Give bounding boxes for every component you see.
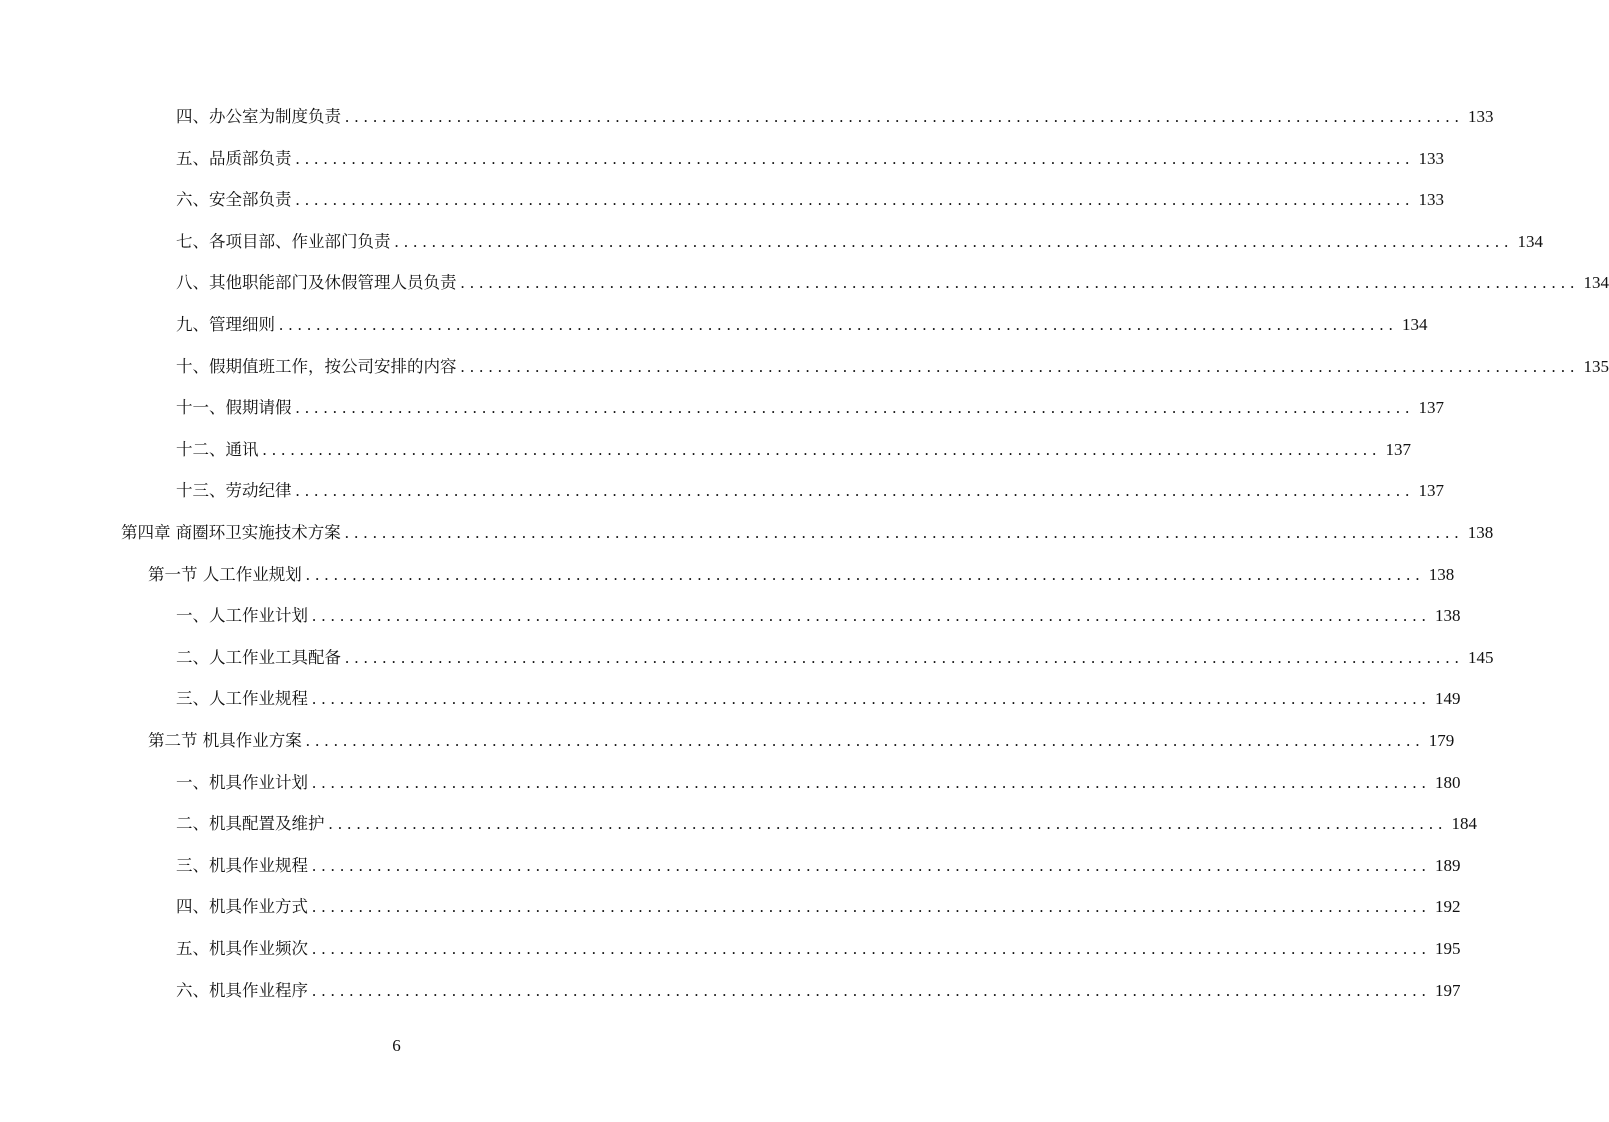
toc-entry-title: 十三、劳动纪律: [176, 481, 292, 501]
dot-leader: ........................................................................................................................: [262, 439, 1382, 459]
toc-entry-page: 138: [1428, 564, 1455, 584]
toc-entry-title: 十一、假期请假: [176, 398, 292, 418]
dot-leader: ........................................................................................................................: [295, 190, 1415, 210]
toc-entry-title: 八、其他职能部门及休假管理人员负责: [176, 273, 457, 293]
toc-entry[interactable]: [176, 96, 1494, 138]
toc-entry-page: 133: [1418, 190, 1444, 210]
toc-entry-page: 135: [1583, 356, 1609, 376]
toc-entry-title: 九、管理细则: [176, 315, 275, 334]
dot-leader: ........................................................................................................................: [345, 647, 1464, 667]
dot-leader: ........................................................................................................................: [460, 356, 1580, 376]
toc-entry-title: 二、人工作业工具配备: [176, 647, 341, 667]
toc-entry-title: 二、机具配置及维护: [176, 814, 325, 834]
dot-leader: ........................................................................................................................: [312, 772, 1431, 792]
toc-entry[interactable]: [176, 803, 1477, 845]
toc-entry-title: 三、机具作业规程: [176, 855, 308, 875]
dot-leader: ........................................................................................................................: [312, 897, 1431, 917]
dot-leader: ........................................................................................................................: [312, 980, 1431, 1000]
toc-entry-page: 145: [1468, 647, 1494, 667]
toc-entry-title: 五、机具作业频次: [176, 939, 308, 958]
toc-entry-title: 十、假期值班工作，按公司安排的内容: [176, 356, 457, 376]
dot-leader: ........................................................................................................................: [295, 148, 1415, 168]
toc-entry[interactable]: [121, 512, 1494, 554]
toc-entry-page: 134: [1402, 315, 1428, 334]
toc-entry[interactable]: [176, 845, 1461, 887]
toc-entry-title: 四、办公室为制度负责: [176, 107, 341, 126]
toc-entry-page: 195: [1435, 939, 1461, 958]
toc-entry[interactable]: [176, 595, 1461, 637]
toc-entry[interactable]: [176, 678, 1461, 720]
dot-leader: ........................................................................................................................: [345, 107, 1464, 126]
toc-entry[interactable]: [176, 179, 1444, 221]
dot-leader: ........................................................................................................................: [460, 273, 1580, 293]
toc-entry[interactable]: [176, 637, 1494, 679]
toc-entry-page: 133: [1418, 148, 1444, 168]
dot-leader: ........................................................................................................................: [344, 523, 1464, 542]
dot-leader: ........................................................................................................................: [305, 731, 1425, 750]
toc-entry[interactable]: [176, 221, 1543, 263]
toc-entry-title: 七、各项目部、作业部门负责: [176, 231, 391, 251]
toc-entry-title: 六、安全部负责: [176, 190, 292, 210]
toc-entry[interactable]: [148, 720, 1455, 762]
toc-entry-page: 180: [1435, 772, 1461, 792]
toc-entry-page: 138: [1467, 523, 1494, 542]
toc-entry-page: 138: [1435, 606, 1461, 626]
dot-leader: ........................................................................................................................: [328, 814, 1448, 834]
toc-entry-page: 133: [1468, 107, 1494, 126]
toc-entry-title: 六、机具作业程序: [176, 980, 308, 1000]
toc-entry-page: 134: [1517, 231, 1543, 251]
toc-entry-page: 189: [1435, 855, 1461, 875]
toc-entry[interactable]: [176, 304, 1428, 346]
toc-entry-title: 第四章 商圈环卫实施技术方案: [121, 523, 341, 542]
dot-leader: ........................................................................................................................: [295, 481, 1415, 501]
dot-leader: ........................................................................................................................: [295, 398, 1415, 418]
toc-entry-page: 197: [1435, 980, 1461, 1000]
toc-entry-page: 149: [1435, 689, 1461, 709]
toc-entry-title: 第一节 人工作业规划: [148, 564, 302, 584]
toc-entry-page: 184: [1451, 814, 1477, 834]
toc-entry-title: 四、机具作业方式: [176, 897, 308, 917]
toc-entry[interactable]: [148, 554, 1455, 596]
toc-entry-title: 十二、通讯: [176, 439, 259, 459]
toc-entry[interactable]: [176, 346, 1609, 388]
toc-entry[interactable]: [176, 970, 1461, 1012]
toc-entry-page: 134: [1583, 273, 1609, 293]
toc-entry[interactable]: [176, 262, 1609, 304]
dot-leader: ........................................................................................................................: [312, 855, 1431, 875]
toc-entry-page: 137: [1385, 439, 1411, 459]
dot-leader: ........................................................................................................................: [312, 689, 1431, 709]
toc-entry-title: 五、品质部负责: [176, 148, 292, 168]
dot-leader: ........................................................................................................................: [279, 315, 1398, 334]
page-number: 6: [392, 1036, 401, 1055]
toc-entry-title: 第二节 机具作业方案: [148, 731, 302, 750]
toc-entry-page: 179: [1428, 731, 1455, 750]
dot-leader: ........................................................................................................................: [394, 231, 1514, 251]
toc-entry[interactable]: [176, 470, 1444, 512]
dot-leader: ........................................................................................................................: [312, 606, 1431, 626]
toc-entry-title: 一、人工作业计划: [176, 606, 308, 626]
toc-entry[interactable]: [176, 429, 1411, 471]
toc-entry-page: 137: [1418, 398, 1444, 418]
toc-entry-page: 192: [1435, 897, 1461, 917]
toc-entry[interactable]: [176, 928, 1461, 970]
toc-entry-page: 137: [1418, 481, 1444, 501]
toc-entry[interactable]: [176, 886, 1461, 928]
toc-entry[interactable]: [176, 138, 1444, 180]
toc-entry-title: 三、人工作业规程: [176, 689, 308, 709]
dot-leader: ........................................................................................................................: [312, 939, 1431, 958]
toc-entry[interactable]: [176, 762, 1461, 804]
toc-entry-title: 一、机具作业计划: [176, 772, 308, 792]
dot-leader: ........................................................................................................................: [305, 564, 1425, 584]
toc-entry[interactable]: [176, 387, 1444, 429]
